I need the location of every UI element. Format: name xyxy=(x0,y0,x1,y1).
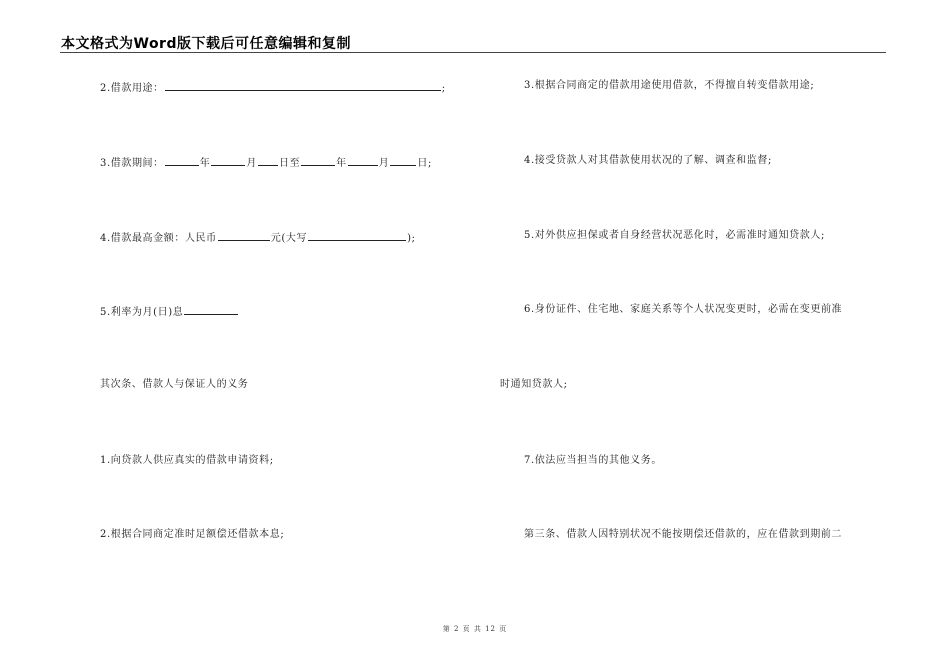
header-title: 本文格式为Word版下载后可任意编辑和复制 xyxy=(61,36,351,52)
borrower-duty-7: 7.依法应当担当的其他义务。 xyxy=(524,455,662,466)
interest-line xyxy=(100,304,239,319)
max-amount-yuan: 元(大写 xyxy=(270,233,308,244)
max-amount-numeric-blank xyxy=(218,230,270,241)
loan-purpose-blank xyxy=(165,80,441,91)
borrower-duty-4: 4.接受贷款人对其借款使用状况的了解、调查和监督; xyxy=(524,155,772,166)
loan-period-line xyxy=(100,155,432,170)
loan-period-year1-unit: 年 xyxy=(199,158,211,169)
interest-blank xyxy=(184,304,238,315)
loan-purpose-label: 2.借款用途： xyxy=(100,83,164,94)
max-amount-line xyxy=(100,230,416,245)
loan-period-month2-blank xyxy=(348,155,378,166)
article2-heading: 其次条、借款人与保证人的义务 xyxy=(100,379,249,390)
loan-purpose-end: ; xyxy=(441,83,446,94)
loan-period-year2-unit: 年 xyxy=(336,158,347,169)
loan-period-month1-blank xyxy=(211,155,245,166)
header-divider xyxy=(60,52,886,53)
borrower-duty-1: 1.向贷款人供应真实的借款申请资料; xyxy=(100,455,274,466)
loan-period-day2-blank xyxy=(390,155,416,166)
loan-period-day1-unit: 日至 xyxy=(278,158,301,169)
loan-period-day1-blank xyxy=(258,155,278,166)
borrower-duty-6-line2: 时通知贷款人; xyxy=(500,379,568,390)
borrower-duty-3: 3.根据合同商定的借款用途使用借款，不得擅自转变借款用途; xyxy=(524,80,815,91)
max-amount-end: ); xyxy=(407,233,416,244)
borrower-duty-5: 5.对外供应担保或者自身经营状况恶化时，必需准时通知贷款人; xyxy=(524,230,825,241)
loan-period-month1-unit: 月 xyxy=(246,158,257,169)
loan-period-day2-unit: 日; xyxy=(417,158,432,169)
borrower-duty-6-line1: 6.身份证件、住宅地、家庭关系等个人状况变更时，必需在变更前准 xyxy=(524,304,843,315)
loan-period-year2-blank xyxy=(301,155,335,166)
loan-purpose-line xyxy=(100,80,446,95)
page-number: 第 2 页 共 12 页 xyxy=(442,625,508,633)
interest-label: 5.利率为月(日)息 xyxy=(100,307,184,318)
loan-period-month2-unit: 月 xyxy=(378,158,390,169)
borrower-duty-2: 2.根据合同商定准时足额偿还借款本息; xyxy=(100,529,285,540)
loan-period-year1-blank xyxy=(165,155,199,166)
loan-period-label: 3.借款期间： xyxy=(100,158,164,169)
max-amount-words-blank xyxy=(308,230,406,241)
article3-text: 第三条、借款人因特别状况不能按期偿还借款的，应在借款到期前二 xyxy=(524,529,842,540)
max-amount-label: 4.借款最高金额：人民币 xyxy=(100,233,217,244)
